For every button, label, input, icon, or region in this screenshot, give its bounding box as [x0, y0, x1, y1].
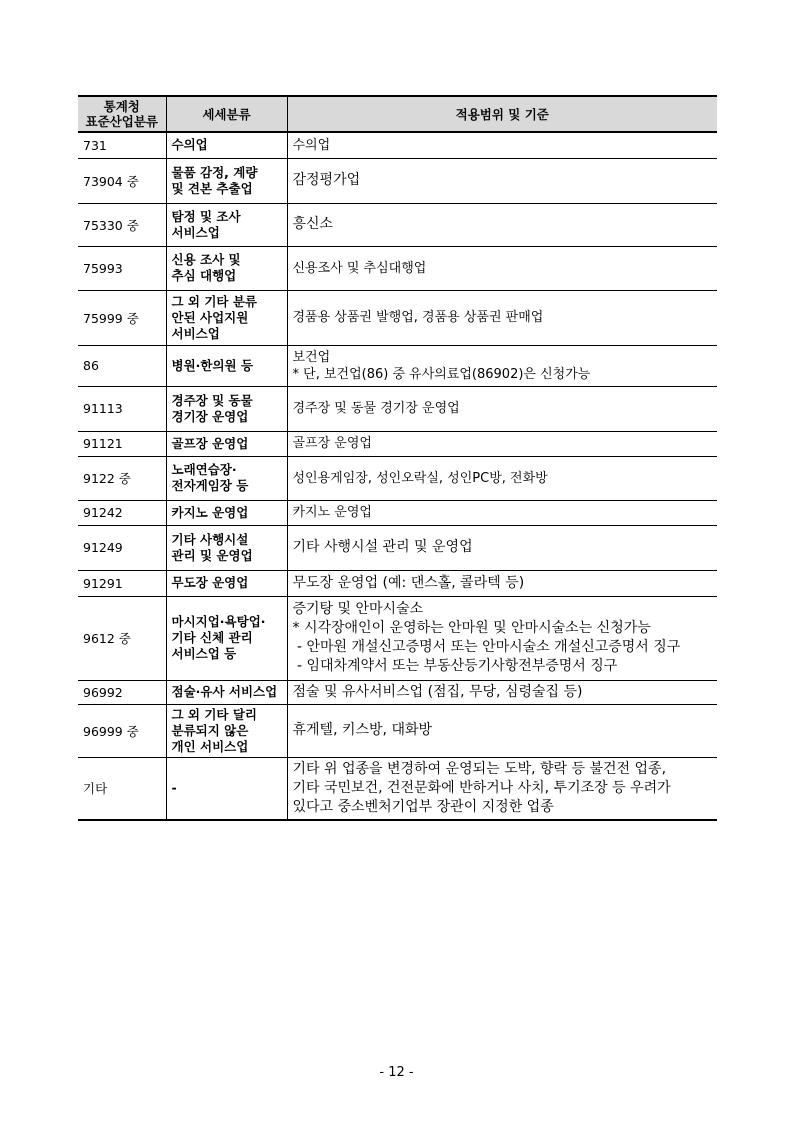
scope-cell: 기타 사행시설 관리 및 운영업	[287, 525, 717, 570]
subclass-cell: 탐정 및 조사 서비스업	[166, 203, 287, 246]
table-row	[78, 704, 717, 757]
header-code: 통계청 표준산업분류	[78, 96, 166, 132]
table-row	[78, 290, 717, 345]
table-row	[78, 345, 717, 386]
subclass-cell: 골프장 운영업	[166, 431, 287, 456]
scope-cell: 휴게텔, 키스방, 대화방	[287, 704, 717, 757]
table-row	[78, 246, 717, 290]
scope-cell: 흥신소	[287, 203, 717, 246]
code-cell: 75330 중	[78, 203, 166, 246]
subclass-cell: 경주장 및 동물 경기장 운영업	[166, 386, 287, 431]
subclass-cell: 병원·한의원 등	[166, 345, 287, 386]
table-row	[78, 456, 717, 500]
header-subclass: 세세분류	[166, 96, 287, 132]
subclass-cell: 그 외 기타 달리 분류되지 않은 개인 서비스업	[166, 704, 287, 757]
header-scope: 적용범위 및 기준	[287, 96, 717, 132]
code-cell: 86	[78, 345, 166, 386]
scope-cell: 신용조사 및 추심대행업	[287, 246, 717, 290]
table-row	[78, 525, 717, 570]
table-row	[78, 158, 717, 203]
subclass-cell: 노래연습장· 전자게임장 등	[166, 456, 287, 500]
code-cell: 91249	[78, 525, 166, 570]
scope-cell: 점술 및 유사서비스업 (점집, 무당, 심령술집 등)	[287, 680, 717, 704]
table-row	[78, 500, 717, 525]
code-cell: 기타	[78, 757, 166, 820]
code-cell: 91121	[78, 431, 166, 456]
scope-cell: 증기탕 및 안마시술소 * 시각장애인이 운영하는 안마원 및 안마시술소는 신청가능 - 안마원 개설신고증명서 또는 안마시술소 개설신고증명서 징구 - 임대차계약서 또는 부동산등기사항전부증명서 징구	[287, 596, 717, 680]
table-row	[78, 570, 717, 596]
table-row	[78, 596, 717, 680]
scope-cell: 보건업 * 단, 보건업(86) 중 유사의료업(86902)은 신청가능	[287, 345, 717, 386]
subclass-cell: 무도장 운영업	[166, 570, 287, 596]
scope-cell: 카지노 운영업	[287, 500, 717, 525]
code-cell: 9612 중	[78, 596, 166, 680]
scope-cell: 무도장 운영업 (예: 댄스홀, 콜라텍 등)	[287, 570, 717, 596]
subclass-cell: 마시지업·욕탕업· 기타 신체 관리 서비스업 등	[166, 596, 287, 680]
subclass-cell: 그 외 기타 분류 안된 사업지원 서비스업	[166, 290, 287, 345]
code-cell: 75993	[78, 246, 166, 290]
subclass-cell: -	[166, 757, 287, 820]
subclass-cell: 물품 감정, 계량 및 견본 추출업	[166, 158, 287, 203]
scope-cell: 성인용게임장, 성인오락실, 성인PC방, 전화방	[287, 456, 717, 500]
table-row	[78, 132, 717, 158]
table-header-row	[78, 96, 717, 132]
scope-cell: 수의업	[287, 132, 717, 158]
code-cell: 91242	[78, 500, 166, 525]
table-row	[78, 680, 717, 704]
scope-cell: 경주장 및 동물 경기장 운영업	[287, 386, 717, 431]
page-number: - 12 -	[379, 1065, 414, 1080]
restricted-industry-table	[78, 95, 717, 821]
table-row	[78, 431, 717, 456]
subclass-cell: 신용 조사 및 추심 대행업	[166, 246, 287, 290]
table-row	[78, 386, 717, 431]
scope-cell: 감정평가업	[287, 158, 717, 203]
subclass-cell: 수의업	[166, 132, 287, 158]
table-row	[78, 203, 717, 246]
code-cell: 96999 중	[78, 704, 166, 757]
subclass-cell: 카지노 운영업	[166, 500, 287, 525]
subclass-cell: 기타 사행시설 관리 및 운영업	[166, 525, 287, 570]
code-cell: 731	[78, 132, 166, 158]
code-cell: 91113	[78, 386, 166, 431]
scope-cell: 골프장 운영업	[287, 431, 717, 456]
scope-cell: 기타 위 업종을 변경하여 운영되는 도박, 향락 등 불건전 업종, 기타 국민보건, 건전문화에 반하거나 사치, 투기조장 등 우려가 있다고 중소벤처기업부 장관이 지정한 업종	[287, 757, 717, 820]
subclass-cell: 점술·유사 서비스업	[166, 680, 287, 704]
scope-cell: 경품용 상품권 발행업, 경품용 상품권 판매업	[287, 290, 717, 345]
code-cell: 75999 중	[78, 290, 166, 345]
code-cell: 73904 중	[78, 158, 166, 203]
code-cell: 9122 중	[78, 456, 166, 500]
table-row	[78, 757, 717, 820]
code-cell: 96992	[78, 680, 166, 704]
code-cell: 91291	[78, 570, 166, 596]
